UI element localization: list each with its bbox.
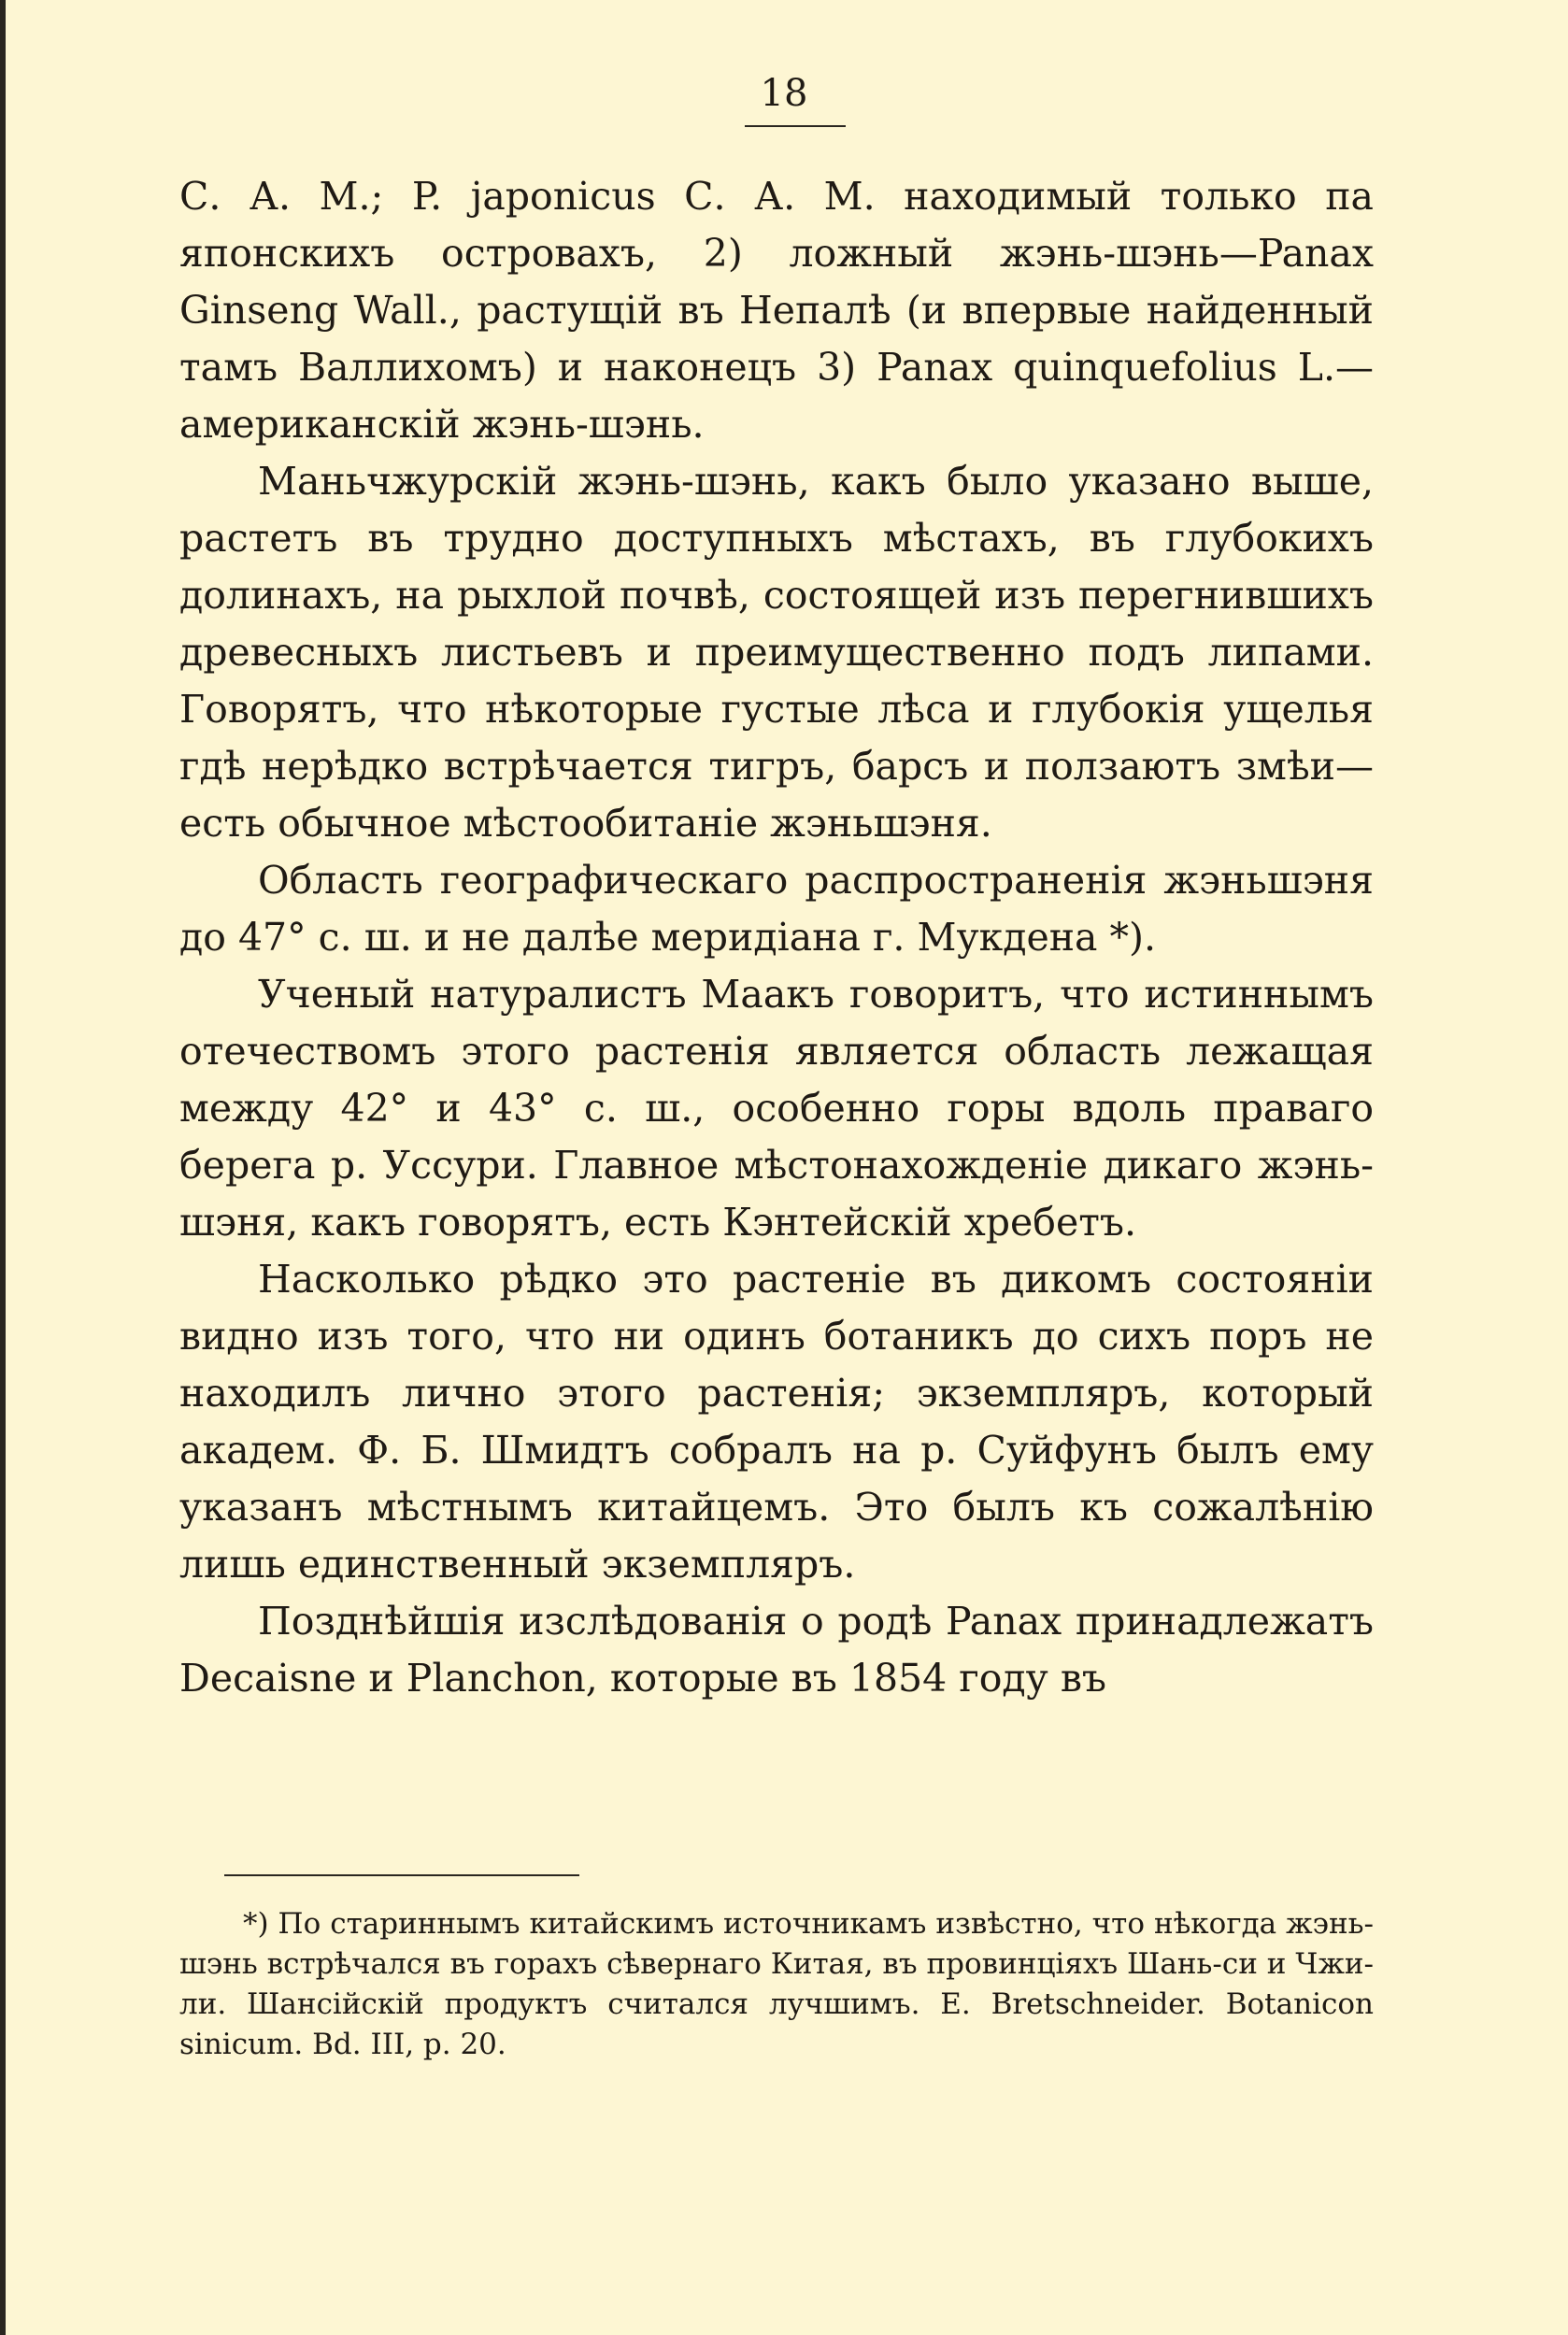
footnote: *) По стариннымъ китайскимъ источникамъ извѣстно, что нѣкогда жэнь-шэнь встрѣчался въ горахъ сѣвернаго Китая, въ провинціяхъ Шань-си и Чжи-ли. Шансійскій продуктъ считался лучшимъ. E. Bretschneider. Botanicon sinicum. Bd. III, p. 20.: [179, 1907, 1374, 2061]
footnote-rule: [224, 1874, 579, 1876]
page-number: 18: [760, 72, 808, 115]
page-left-edge: [0, 0, 6, 2335]
paragraph: Насколько рѣдко это растеніе въ дикомъ состояніи видно изъ того, что ни одинъ ботаникъ до сихъ поръ не находилъ лично этого растенія; экземпляръ, который академ. Ф. Б. Шмидтъ собралъ на р. Суйфунъ былъ ему указанъ мѣстнымъ китайцемъ. Это былъ къ сожалѣнію лишь единственный экземпляръ.: [179, 1257, 1374, 1587]
paragraph: Ученый натуралистъ Маакъ говоритъ, что истиннымъ отечествомъ этого растенія является область лежащая между 42° и 43° с. ш., особенно горы вдоль праваго берега р. Уссури. Главное мѣстонахожденіе дикаго жэнь-шэня, какъ говорятъ, есть Кэнтейскій хребетъ.: [179, 972, 1374, 1245]
body-text: [179, 168, 1374, 1707]
paragraph: С. А. М.; P. japonicus С. А. М. находимый только па японскихъ островахъ, 2) ложный жэнь-шэнь—Panax Ginseng Wall., растущій въ Непалѣ (и впервые найденный тамъ Валлихомъ) и наконецъ 3) Panax quinquefolius L.—американскій жэнь-шэнь.: [179, 174, 1374, 447]
paragraph: Область географическаго распространенія жэньшэня до 47° с. ш. и не далѣе меридіана г. Мукдена *).: [179, 858, 1374, 960]
paragraph: Позднѣйшія изслѣдованія о родѣ Panax принадлежатъ Decaisne и Planchon, которые въ 1854 году въ: [179, 1599, 1374, 1701]
page-number-rule: [745, 125, 846, 127]
paragraph: Маньчжурскій жэнь-шэнь, какъ было указано выше, растетъ въ трудно доступныхъ мѣстахъ, въ глубокихъ долинахъ, на рыхлой почвѣ, состоящей изъ перегнившихъ древесныхъ листьевъ и преимущественно подъ липами. Говорятъ, что нѣкоторые густые лѣса и глубокія ущелья гдѣ нерѣдко встрѣчается тигръ, барсъ и ползаютъ змѣи—есть обычное мѣстообитаніе жэньшэня.: [179, 459, 1374, 846]
